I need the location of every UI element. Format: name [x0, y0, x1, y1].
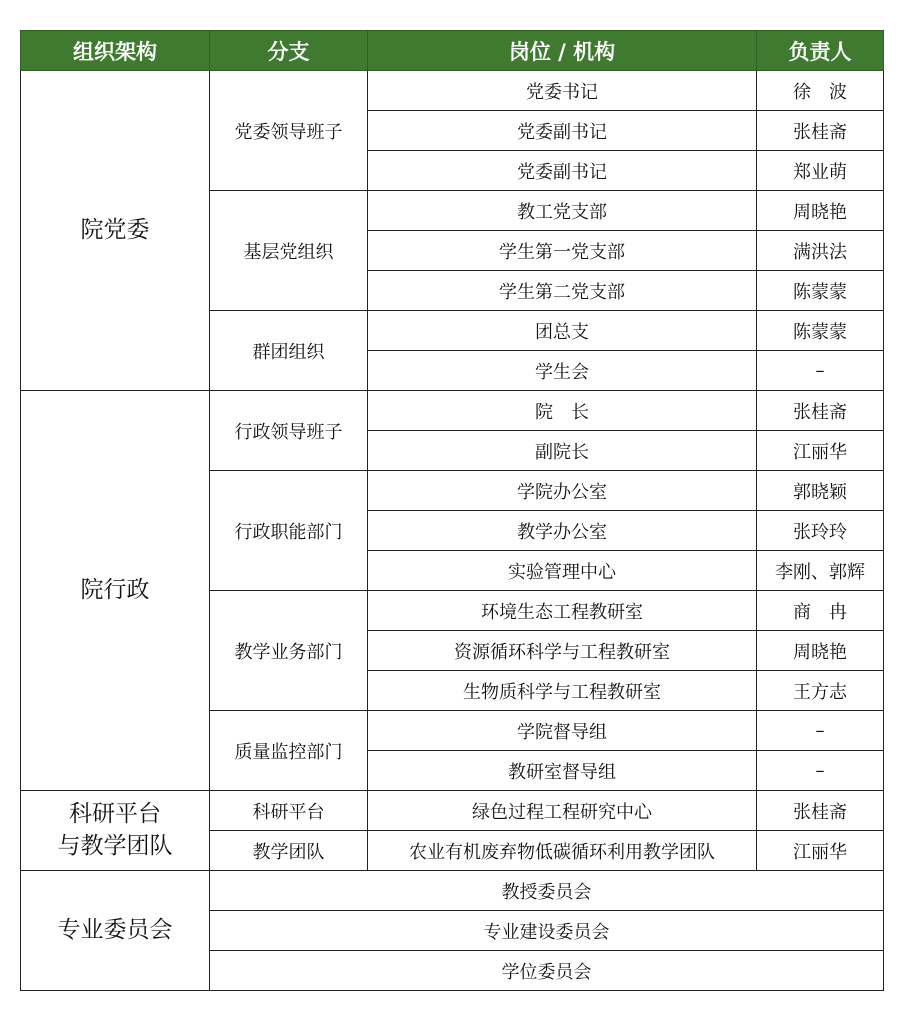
branch-cell: 基层党组织 — [210, 191, 368, 311]
person-cell: – — [757, 351, 884, 391]
table-row — [21, 71, 884, 111]
table-row — [21, 391, 884, 431]
org-cell-party-committee: 院党委 — [21, 71, 210, 391]
person-cell: – — [757, 711, 884, 751]
org-line: 科研平台 — [69, 801, 161, 828]
post-cell: 生物质科学与工程教研室 — [368, 671, 757, 711]
branch-cell: 行政职能部门 — [210, 471, 368, 591]
person-cell: 张玲玲 — [757, 511, 884, 551]
org-cell-research-teaching — [21, 791, 210, 871]
post-cell: 党委副书记 — [368, 151, 757, 191]
header-org: 组织架构 — [21, 31, 210, 71]
post-cell: 院 长 — [368, 391, 757, 431]
org-cell-administration: 院行政 — [21, 391, 210, 791]
post-cell: 实验管理中心 — [368, 551, 757, 591]
person-cell: 张桂斋 — [757, 791, 884, 831]
post-cell: 学院办公室 — [368, 471, 757, 511]
post-cell: 环境生态工程教研室 — [368, 591, 757, 631]
post-cell: 党委书记 — [368, 71, 757, 111]
person-cell: 周晓艳 — [757, 631, 884, 671]
person-cell: 江丽华 — [757, 431, 884, 471]
person-cell: 徐 波 — [757, 71, 884, 111]
person-cell: – — [757, 751, 884, 791]
branch-cell: 行政领导班子 — [210, 391, 368, 471]
post-cell: 党委副书记 — [368, 111, 757, 151]
branch-cell: 教学团队 — [210, 831, 368, 871]
person-cell: 陈蒙蒙 — [757, 271, 884, 311]
person-cell: 周晓艳 — [757, 191, 884, 231]
committee-cell: 教授委员会 — [210, 871, 884, 911]
org-structure-table — [20, 30, 884, 991]
person-cell: 商 冉 — [757, 591, 884, 631]
committee-cell: 学位委员会 — [210, 951, 884, 991]
post-cell: 教工党支部 — [368, 191, 757, 231]
branch-cell: 质量监控部门 — [210, 711, 368, 791]
person-cell: 郭晓颖 — [757, 471, 884, 511]
org-cell-committees: 专业委员会 — [21, 871, 210, 991]
post-cell: 学院督导组 — [368, 711, 757, 751]
post-cell: 农业有机废弃物低碳循环利用教学团队 — [368, 831, 757, 871]
person-cell: 张桂斋 — [757, 111, 884, 151]
branch-cell: 群团组织 — [210, 311, 368, 391]
branch-cell: 党委领导班子 — [210, 71, 368, 191]
person-cell: 郑业萌 — [757, 151, 884, 191]
post-cell: 教学办公室 — [368, 511, 757, 551]
person-cell: 陈蒙蒙 — [757, 311, 884, 351]
person-cell: 王方志 — [757, 671, 884, 711]
post-cell: 教研室督导组 — [368, 751, 757, 791]
header-person: 负责人 — [757, 31, 884, 71]
header-row — [21, 31, 884, 71]
post-cell: 副院长 — [368, 431, 757, 471]
committee-cell: 专业建设委员会 — [210, 911, 884, 951]
post-cell: 绿色过程工程研究中心 — [368, 791, 757, 831]
header-post: 岗位 / 机构 — [368, 31, 757, 71]
table-row — [21, 871, 884, 911]
table-row — [21, 791, 884, 831]
person-cell: 满洪法 — [757, 231, 884, 271]
post-cell: 资源循环科学与工程教研室 — [368, 631, 757, 671]
header-branch: 分支 — [210, 31, 368, 71]
org-line: 与教学团队 — [57, 832, 173, 859]
person-cell: 张桂斋 — [757, 391, 884, 431]
person-cell: 江丽华 — [757, 831, 884, 871]
post-cell: 学生第一党支部 — [368, 231, 757, 271]
person-cell: 李刚、郭辉 — [757, 551, 884, 591]
post-cell: 学生会 — [368, 351, 757, 391]
post-cell: 团总支 — [368, 311, 757, 351]
post-cell: 学生第二党支部 — [368, 271, 757, 311]
branch-cell: 教学业务部门 — [210, 591, 368, 711]
branch-cell: 科研平台 — [210, 791, 368, 831]
